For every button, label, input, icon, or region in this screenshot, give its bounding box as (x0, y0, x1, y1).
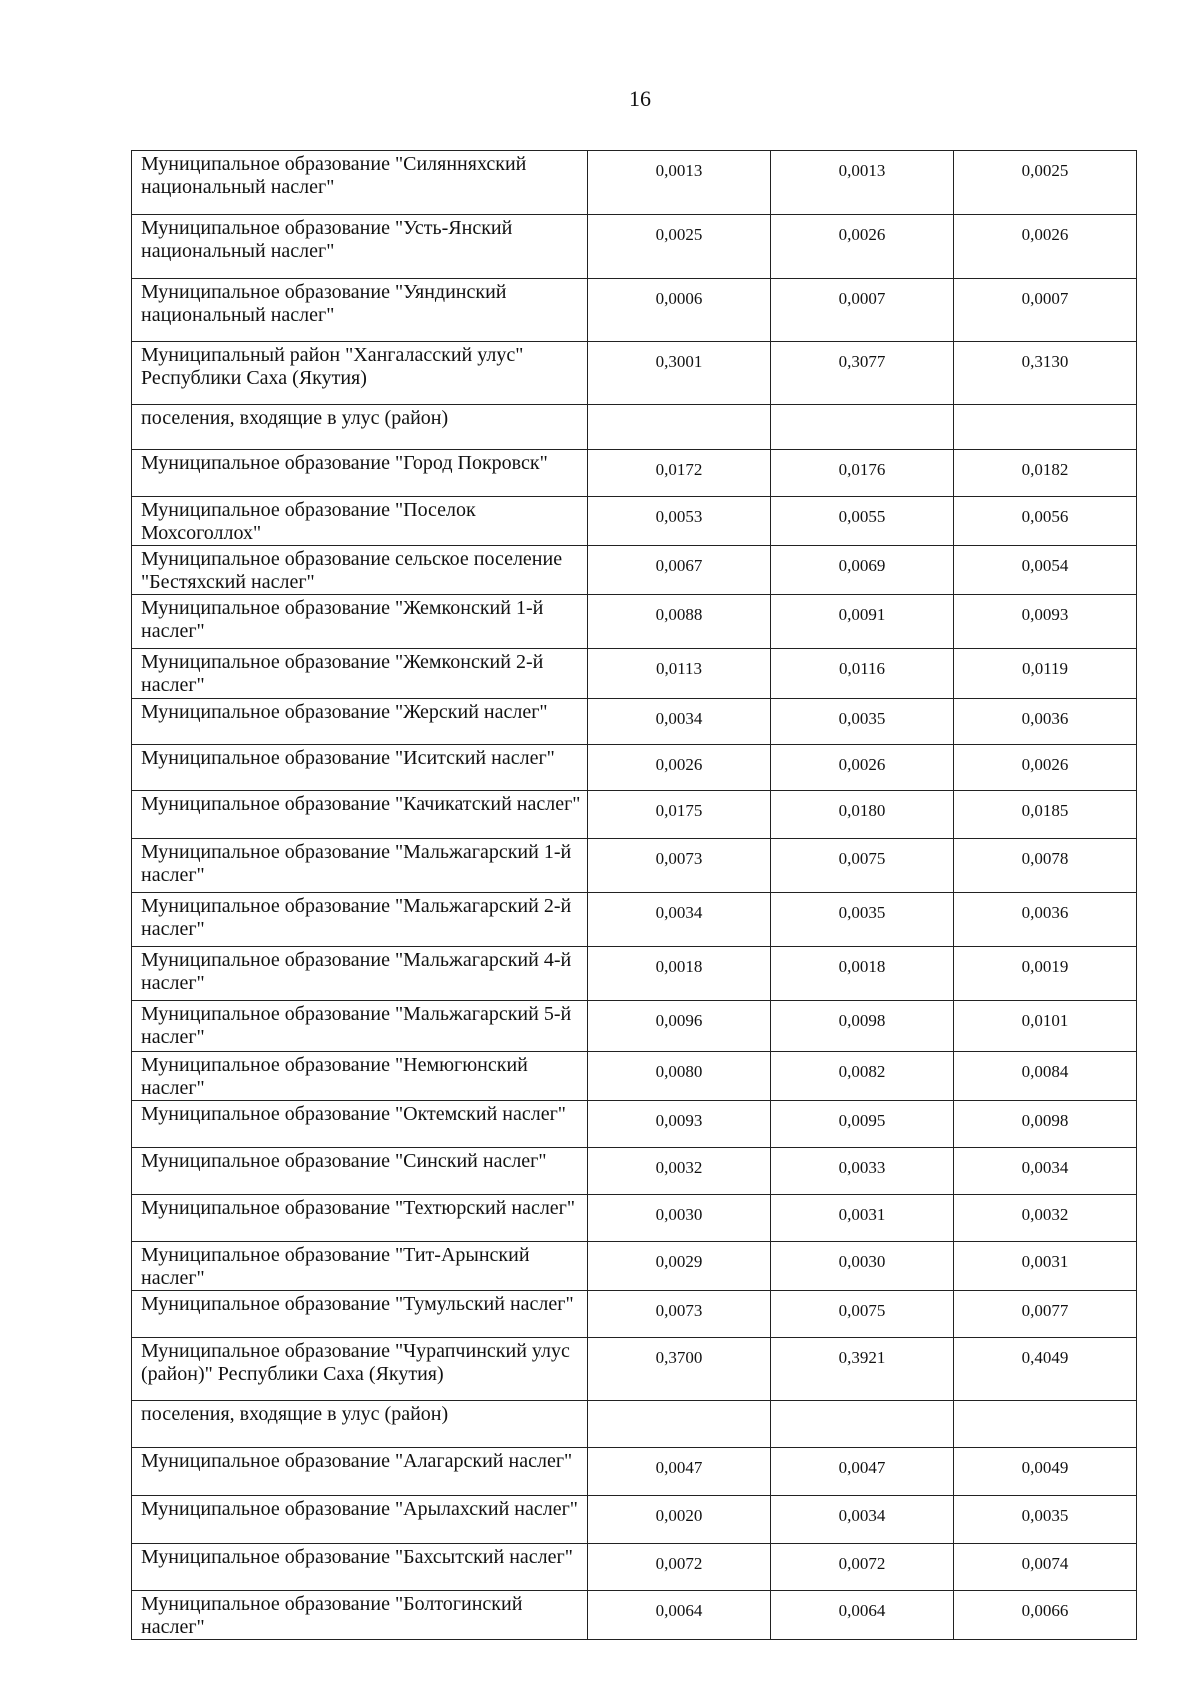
value-cell-col1: 0,0172 (588, 450, 771, 497)
municipality-name-cell: Муниципальное образование "Мальжагарский 5-й наслег" (132, 1001, 588, 1052)
value-cell-col2: 0,0031 (771, 1195, 954, 1242)
value-cell-col1 (588, 1401, 771, 1448)
value-cell-col2: 0,0176 (771, 450, 954, 497)
municipality-name-cell: Муниципальное образование "Мальжагарский 1-й наслег" (132, 839, 588, 893)
table-row (132, 1338, 1137, 1401)
value-cell-col1: 0,0080 (588, 1052, 771, 1101)
value-cell-col3: 0,0101 (954, 1001, 1137, 1052)
municipality-name-cell: Муниципальное образование "Мальжагарский 4-й наслег" (132, 947, 588, 1001)
value-cell-col2: 0,0091 (771, 595, 954, 649)
value-cell-col2: 0,0064 (771, 1591, 954, 1640)
value-cell-col3: 0,0077 (954, 1291, 1137, 1338)
value-cell-col2: 0,0075 (771, 839, 954, 893)
municipality-name-cell: Муниципальное образование "Усть-Янский национальный наслег" (132, 215, 588, 279)
value-cell-col3: 0,0026 (954, 745, 1137, 791)
page-number: 16 (629, 86, 651, 111)
value-cell-col1: 0,0088 (588, 595, 771, 649)
value-cell-col1: 0,0047 (588, 1448, 771, 1496)
municipality-name-cell: Муниципальное образование "Силянняхский национальный наслег" (132, 151, 588, 215)
value-cell-col3: 0,0098 (954, 1101, 1137, 1148)
value-cell-col1: 0,0096 (588, 1001, 771, 1052)
value-cell-col3: 0,0032 (954, 1195, 1137, 1242)
table-row (132, 1544, 1137, 1591)
value-cell-col3: 0,0019 (954, 947, 1137, 1001)
value-cell-col3: 0,0119 (954, 649, 1137, 699)
table-row (132, 745, 1137, 791)
table-row (132, 595, 1137, 649)
municipality-name-cell: Муниципальное образование "Жемконский 1-й наслег" (132, 595, 588, 649)
table-body (132, 151, 1137, 1640)
value-cell-col1: 0,3700 (588, 1338, 771, 1401)
value-cell-col2: 0,0026 (771, 215, 954, 279)
municipality-name-cell: Муниципальное образование "Чурапчинский улус (район)" Республики Саха (Якутия) (132, 1338, 588, 1401)
value-cell-col2: 0,0026 (771, 745, 954, 791)
value-cell-col2: 0,3077 (771, 342, 954, 405)
value-cell-col2: 0,0013 (771, 151, 954, 215)
municipality-name-cell: поселения, входящие в улус (район) (132, 405, 588, 450)
table-row (132, 546, 1137, 595)
table-row (132, 450, 1137, 497)
value-cell-col1: 0,0073 (588, 1291, 771, 1338)
value-cell-col2: 0,0055 (771, 497, 954, 546)
value-cell-col3: 0,0185 (954, 791, 1137, 839)
value-cell-col2: 0,0180 (771, 791, 954, 839)
value-cell-col3: 0,0035 (954, 1496, 1137, 1544)
table-row (132, 151, 1137, 215)
municipality-name-cell: Муниципальное образование "Поселок Мохсоголлох" (132, 497, 588, 546)
table-row (132, 342, 1137, 405)
municipality-name-cell: Муниципальное образование сельское поселение "Бестяхский наслег" (132, 546, 588, 595)
value-cell-col1: 0,0026 (588, 745, 771, 791)
value-cell-col1: 0,0073 (588, 839, 771, 893)
value-cell-col2 (771, 405, 954, 450)
value-cell-col3: 0,0036 (954, 699, 1137, 745)
value-cell-col1: 0,0067 (588, 546, 771, 595)
value-cell-col3: 0,0034 (954, 1148, 1137, 1195)
municipality-name-cell: Муниципальное образование "Алагарский наслег" (132, 1448, 588, 1496)
value-cell-col3 (954, 1401, 1137, 1448)
value-cell-col1: 0,0034 (588, 699, 771, 745)
value-cell-col3: 0,0074 (954, 1544, 1137, 1591)
value-cell-col2: 0,0047 (771, 1448, 954, 1496)
municipality-name-cell: Муниципальное образование "Жемконский 2-й наслег" (132, 649, 588, 699)
value-cell-col2: 0,0007 (771, 279, 954, 342)
value-cell-col2: 0,0072 (771, 1544, 954, 1591)
value-cell-col1: 0,0072 (588, 1544, 771, 1591)
municipality-name-cell: Муниципальное образование "Город Покровск" (132, 450, 588, 497)
value-cell-col2: 0,0116 (771, 649, 954, 699)
table-row (132, 1496, 1137, 1544)
value-cell-col2: 0,0098 (771, 1001, 954, 1052)
value-cell-col2: 0,0082 (771, 1052, 954, 1101)
municipality-name-cell: Муниципальное образование "Тумульский наслег" (132, 1291, 588, 1338)
table-row (132, 497, 1137, 546)
value-cell-col3: 0,0025 (954, 151, 1137, 215)
value-cell-col2: 0,0033 (771, 1148, 954, 1195)
value-cell-col2: 0,0030 (771, 1242, 954, 1291)
table-row (132, 1195, 1137, 1242)
table-row (132, 1101, 1137, 1148)
municipality-name-cell: Муниципальное образование "Бахсытский наслег" (132, 1544, 588, 1591)
table-row (132, 649, 1137, 699)
table-row (132, 1401, 1137, 1448)
municipality-name-cell: Муниципальное образование "Болтогинский наслег" (132, 1591, 588, 1640)
value-cell-col2: 0,0018 (771, 947, 954, 1001)
value-cell-col3: 0,0007 (954, 279, 1137, 342)
table-row (132, 215, 1137, 279)
value-cell-col2: 0,0069 (771, 546, 954, 595)
value-cell-col1: 0,3001 (588, 342, 771, 405)
table-row (132, 947, 1137, 1001)
value-cell-col2: 0,0095 (771, 1101, 954, 1148)
value-cell-col3: 0,0031 (954, 1242, 1137, 1291)
value-cell-col3: 0,0182 (954, 450, 1137, 497)
municipal-coefficients-table (131, 150, 1137, 1640)
value-cell-col1: 0,0013 (588, 151, 771, 215)
value-cell-col1: 0,0032 (588, 1148, 771, 1195)
municipality-name-cell: Муниципальное образование "Арылахский наслег" (132, 1496, 588, 1544)
table-row (132, 1291, 1137, 1338)
table-row (132, 405, 1137, 450)
value-cell-col1: 0,0029 (588, 1242, 771, 1291)
value-cell-col3: 0,0036 (954, 893, 1137, 947)
municipality-name-cell: Муниципальное образование "Мальжагарский 2-й наслег" (132, 893, 588, 947)
value-cell-col3: 0,3130 (954, 342, 1137, 405)
table-row (132, 279, 1137, 342)
municipality-name-cell: Муниципальное образование "Тит-Арынский наслег" (132, 1242, 588, 1291)
table-row (132, 1591, 1137, 1640)
value-cell-col3: 0,0084 (954, 1052, 1137, 1101)
value-cell-col3: 0,0049 (954, 1448, 1137, 1496)
municipality-name-cell: Муниципальное образование "Иситский наслег" (132, 745, 588, 791)
value-cell-col1: 0,0018 (588, 947, 771, 1001)
value-cell-col3: 0,0054 (954, 546, 1137, 595)
municipality-name-cell: Муниципальное образование "Немюгюнский наслег" (132, 1052, 588, 1101)
value-cell-col3: 0,4049 (954, 1338, 1137, 1401)
value-cell-col1: 0,0053 (588, 497, 771, 546)
value-cell-col2: 0,0034 (771, 1496, 954, 1544)
table-row (132, 699, 1137, 745)
municipality-name-cell: Муниципальное образование "Техтюрский наслег" (132, 1195, 588, 1242)
value-cell-col2: 0,0035 (771, 893, 954, 947)
value-cell-col3: 0,0078 (954, 839, 1137, 893)
value-cell-col3: 0,0056 (954, 497, 1137, 546)
value-cell-col2 (771, 1401, 954, 1448)
municipality-name-cell: Муниципальное образование "Уяндинский национальный наслег" (132, 279, 588, 342)
value-cell-col3 (954, 405, 1137, 450)
table-row (132, 1448, 1137, 1496)
value-cell-col2: 0,3921 (771, 1338, 954, 1401)
municipality-name-cell: Муниципальный район "Хангаласский улус" Республики Саха (Якутия) (132, 342, 588, 405)
municipality-name-cell: Муниципальное образование "Синский наслег" (132, 1148, 588, 1195)
table-row (132, 791, 1137, 839)
municipality-name-cell: Муниципальное образование "Жерский наслег" (132, 699, 588, 745)
table-row (132, 1148, 1137, 1195)
value-cell-col2: 0,0035 (771, 699, 954, 745)
value-cell-col1: 0,0030 (588, 1195, 771, 1242)
value-cell-col1 (588, 405, 771, 450)
value-cell-col3: 0,0093 (954, 595, 1137, 649)
value-cell-col1: 0,0064 (588, 1591, 771, 1640)
value-cell-col1: 0,0020 (588, 1496, 771, 1544)
value-cell-col1: 0,0006 (588, 279, 771, 342)
value-cell-col1: 0,0034 (588, 893, 771, 947)
table-row (132, 839, 1137, 893)
table-row (132, 1001, 1137, 1052)
municipality-name-cell: Муниципальное образование "Качикатский наслег" (132, 791, 588, 839)
value-cell-col1: 0,0093 (588, 1101, 771, 1148)
value-cell-col3: 0,0026 (954, 215, 1137, 279)
value-cell-col1: 0,0113 (588, 649, 771, 699)
value-cell-col3: 0,0066 (954, 1591, 1137, 1640)
municipality-name-cell: Муниципальное образование "Октемский наслег" (132, 1101, 588, 1148)
value-cell-col2: 0,0075 (771, 1291, 954, 1338)
table-row (132, 1052, 1137, 1101)
table-row (132, 1242, 1137, 1291)
table-row (132, 893, 1137, 947)
value-cell-col1: 0,0025 (588, 215, 771, 279)
value-cell-col1: 0,0175 (588, 791, 771, 839)
municipality-name-cell: поселения, входящие в улус (район) (132, 1401, 588, 1448)
